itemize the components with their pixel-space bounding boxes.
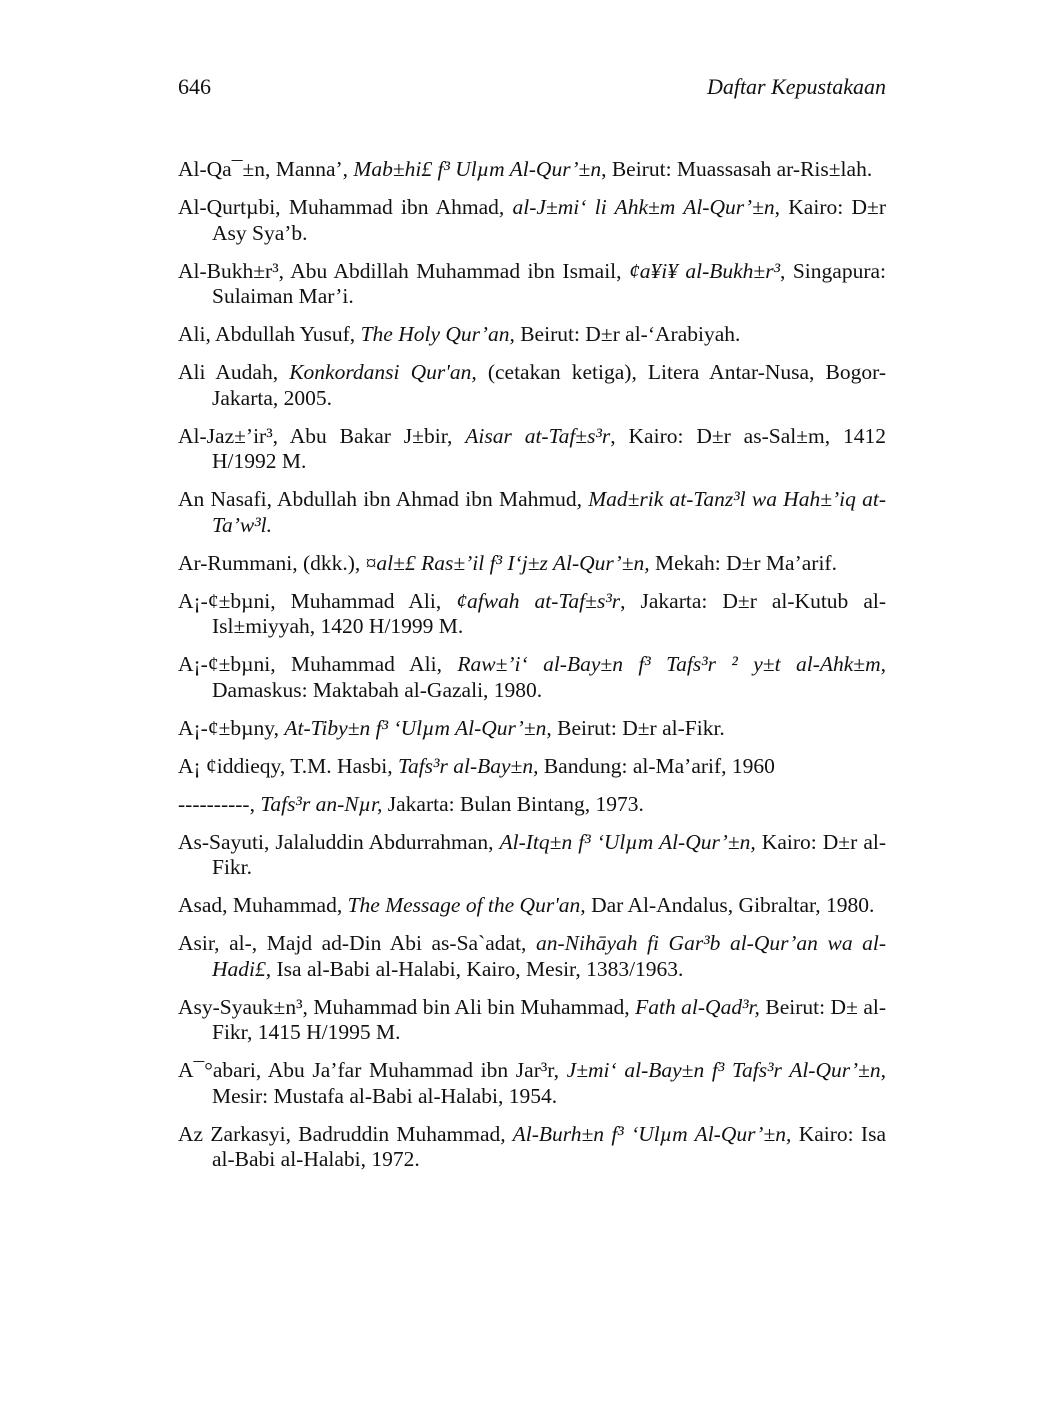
entry-publication: , Jakarta: D±r al-Kutub al-Isl±miyyah, 1420 H/1999 M. [212,588,886,638]
entry-title: ¢a¥i¥ al-Bukh±r³ [628,258,781,283]
bibliography-entry [178,360,886,411]
entry-author: Ali, Abdullah Yusuf, [178,322,361,346]
bibliography-entry [178,157,886,183]
bibliography-entry [178,1058,886,1109]
entry-author: As-Sayuti, Jalaluddin Abdurrahman, [178,829,500,854]
bibliography-entry [178,259,886,310]
entry-author: Asy-Syauk±n³, Muhammad bin Ali bin Muhammad, [178,994,636,1019]
entry-publication: Kairo: D±r al-Fikr. [212,829,886,879]
page-number: 646 [178,74,211,99]
page-header [178,74,886,104]
entry-title: Fath al-Qad³r, [635,994,760,1019]
entry-publication: , Beirut: Muassasah ar-Ris±lah. [601,157,873,181]
entry-title: The Holy Qur’an, [360,322,515,346]
entry-publication: Mekah: D±r Ma’arif. [649,550,837,575]
entry-publication: , Singapura: Sulaiman Mar’i. [212,258,886,308]
bibliography-entry [178,487,886,538]
entry-author: A¡-¢±bµni, Muhammad Ali, [178,652,458,676]
entry-publication: (cetakan ketiga), Litera Antar-Nusa, Bogor-Jakarta, 2005. [212,360,887,410]
entry-author: A¡ ¢iddieqy, T.M. Hasbi, [178,753,398,778]
bibliography-entry [178,995,886,1046]
entry-author: Az Zarkasyi, Badruddin Muhammad [178,1121,501,1146]
entry-publication: , Kairo: D±r as-Sal±m, 1412 H/1992 M. [212,423,886,473]
entry-author: Al-Qurtµbi, Muhammad ibn Ahmad [178,195,499,219]
bibliography-entry [178,652,886,703]
entry-publication: Beirut: D± al-Fikr, 1415 H/1995 M. [212,994,887,1044]
entry-title: Al-Itq±n f³ ‘Ulµm Al-Qur’±n, [499,829,756,854]
entry-publication: Kairo: Isa al-Babi al-Halabi, 1972. [212,1121,887,1171]
entry-author: Ar-Rummani, (dkk.), [178,550,366,575]
entry-author: Al-Bukh±r³, Abu Abdillah Muhammad ibn Ismail, [178,258,629,283]
entry-title: , Mad±rik at-Tanz³l wa Hah±’iq at-Ta’w³l. [212,487,886,537]
entry-author: ----------, [178,791,261,816]
entry-publication: , Kairo: D±r Asy Sya’b. [212,195,886,245]
bibliography-entry [178,830,886,881]
entry-title: Tafs³r an-Nµr, [260,791,383,816]
entry-publication: Bandung: al-Ma’arif, 1960 [538,753,775,778]
entry-title: ¢afwah at-Taf±s³r [456,588,621,613]
bibliography-entry [178,931,886,982]
entry-title: , al-J±mi‘ li Ahk±m Al-Qur’±n [498,195,775,219]
entry-publication: Dar Al-Andalus, Gibraltar, 1980. [585,893,875,917]
entry-publication: Mesir: Mustafa al-Babi al-Halabi, 1954. [212,1083,558,1108]
entry-title: At-Tiby±n f³ ‘Ulµm Al-Qur’±n [284,715,547,740]
bibliography-entry [178,1122,886,1173]
bibliography-entry [178,589,886,640]
entry-author: An Nasafi, Abdullah ibn Ahmad ibn Mahmud [178,487,577,511]
entry-author: Asad, Muhammad, [178,893,348,917]
entry-author: Al-Jaz±’ir³, Abu Bakar J±bir, [178,423,466,448]
running-title: Daftar Kepustakaan [706,74,886,99]
entry-author: A¡-¢±bµny, [178,715,285,740]
entry-title: Mab±hi£ f³ Ulµm Al-Qur’±n [353,157,602,181]
entry-author: A¯°abari, Abu Ja’far Muhammad ibn Jar³r, [178,1058,567,1082]
entry-publication: Beirut: D±r al-‘Arabiyah. [514,322,741,346]
bibliography-entry [178,893,886,919]
entry-title: ¤al±£ Ras±’il f³ I‘j±z Al-Qur’±n, [365,550,650,575]
entry-author: Ali Audah, [178,360,290,384]
entry-title: Aisar at-Taf±s³r [465,423,611,448]
entry-publication: , Damaskus: Maktabah al-Gazali, 1980. [212,652,886,702]
bibliography-entry [178,792,886,818]
bibliography-entry [178,322,886,348]
bibliography-entry [178,424,886,475]
bibliography-entry [178,716,886,742]
bibliography-entry [178,195,886,246]
entry-title: Konkordansi Qur'an, [289,360,477,384]
bibliography-entry [178,754,886,780]
bibliography-list [178,157,886,1185]
entry-title: Raw±’i‘ al-Bay±n f³ Tafs³r ² y±t al-Ahk±m [457,652,881,676]
entry-title: an-Nihāyah fi Gar³b al-Qur’an wa al-Hadi£, [212,931,887,981]
entry-title: , Al-Burh±n f³ ‘Ulµm Al-Qur’±n, [500,1121,792,1146]
entry-publication: Jakarta: Bulan Bintang, 1973. [382,791,644,816]
entry-title: J±mi‘ al-Bay±n f³ Tafs³r Al-Qur’±n, [566,1058,886,1082]
entry-title: The Message of the Qur'an, [347,893,586,917]
entry-publication: Isa al-Babi al-Halabi, Kairo, Mesir, 1383/1963. [271,956,684,981]
bibliography-entry [178,551,886,577]
entry-author: A¡-¢±bµni, Muhammad Ali, [178,588,457,613]
entry-title: Tafs³r al-Bay±n, [397,753,539,778]
entry-author: Asir, al-, Majd ad-Din Abi as-Sa`adat, [178,931,536,955]
entry-publication: , Beirut: D±r al-Fikr. [546,715,725,740]
entry-author: Al-Qa¯±n, Manna’, [178,157,354,181]
